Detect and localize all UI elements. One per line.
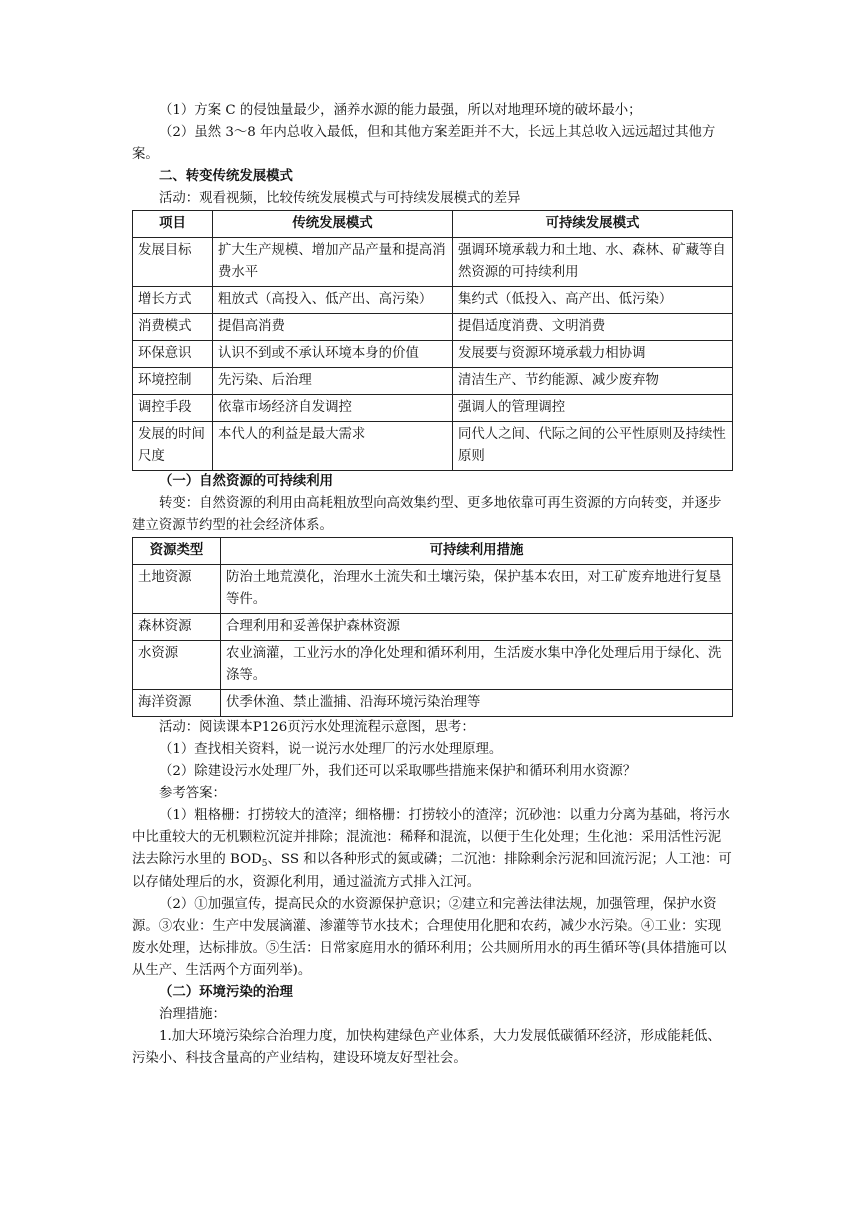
answer-label: 参考答案： bbox=[159, 786, 226, 801]
table-header-cell: 资源类型 bbox=[133, 538, 221, 565]
table-cell: 伏季休渔、禁止滥捕、沿海环境污染治理等 bbox=[221, 690, 733, 717]
subsection-title-2: （二）环境污染的治理 bbox=[159, 985, 293, 1000]
resource-table bbox=[132, 537, 733, 717]
table-cell: 提倡高消费 bbox=[213, 314, 453, 341]
table-cell: 强调环境承载力和土地、水、森林、矿藏等自然资源的可持续利用 bbox=[453, 238, 733, 287]
table-header-cell: 传统发展模式 bbox=[213, 211, 453, 238]
table-row bbox=[133, 614, 733, 641]
table-cell: 发展的时间尺度 bbox=[133, 422, 213, 471]
table-cell: 森林资源 bbox=[133, 614, 221, 641]
table-row bbox=[133, 238, 733, 287]
intro-paragraph-2: （2）虽然 3～8 年内总收入最低，但和其他方案差距并不大，长远上其总收入远远超过其他方案。 bbox=[132, 125, 716, 162]
table-cell: 合理利用和妥善保护森林资源 bbox=[221, 614, 733, 641]
answer-1-part-1: （1）粗格栅：打捞较大的渣滓；细格栅：打捞较小的渣滓；沉砂池：以重力分离为基础，将污水中比重较大的无机颗粒沉淀并排除；混流池：稀释和混流，以便于生化处理；生化池：采用活性污泥法去除污水里的 BOD bbox=[132, 808, 730, 867]
table-row bbox=[133, 368, 733, 395]
table-header-cell: 项目 bbox=[133, 211, 213, 238]
table-cell: 土地资源 bbox=[133, 565, 221, 614]
table-cell: 海洋资源 bbox=[133, 690, 221, 717]
table-header-cell: 可持续发展模式 bbox=[453, 211, 733, 238]
measure-1: 1.加大环境污染综合治理力度，加快构建绿色产业体系，大力发展低碳循环经济，形成能耗低、污染小、科技含量高的产业结构，建设环境友好型社会。 bbox=[132, 1029, 721, 1066]
table-row bbox=[133, 341, 733, 368]
answer-1 bbox=[132, 805, 732, 894]
transformation-text: 转变：自然资源的利用由高耗粗放型向高效集约型、更多地依靠可再生资源的方向转变，并逐步建立资源节约型的社会经济体系。 bbox=[132, 496, 722, 533]
bod-subscript: 5 bbox=[261, 859, 268, 869]
document-page bbox=[132, 100, 732, 1070]
table-cell: 发展要与资源环境承载力相协调 bbox=[453, 341, 733, 368]
table-cell: 环境控制 bbox=[133, 368, 213, 395]
table-cell: 环保意识 bbox=[133, 341, 213, 368]
table-cell: 防治土地荒漠化，治理水土流失和土壤污染，保护基本农田，对工矿废弃地进行复垦等件。 bbox=[221, 565, 733, 614]
table-cell: 先污染、后治理 bbox=[213, 368, 453, 395]
table-row bbox=[133, 690, 733, 717]
table-cell: 水资源 bbox=[133, 641, 221, 690]
table-cell: 集约式（低投入、高产出、低污染） bbox=[453, 287, 733, 314]
table-cell: 本代人的利益是最大需求 bbox=[213, 422, 453, 471]
answer-2: （2）①加强宣传，提高民众的水资源保护意识；②建立和完善法律法规，加强管理，保护水资源。③农业：生产中发展滴灌、渗灌等节水技术；合理使用化肥和农药，减少水污染。④工业：实现废水处理，达标排放。⑤生活：日常家庭用水的循环利用；公共厕所用水的再生循环等(具体措施可以从生产、生活两个方面列举)。 bbox=[132, 897, 727, 978]
table-row bbox=[133, 395, 733, 422]
table-cell: 调控手段 bbox=[133, 395, 213, 422]
table-header-cell: 可持续利用措施 bbox=[221, 538, 733, 565]
table-cell: 增长方式 bbox=[133, 287, 213, 314]
subsection-title: （一）自然资源的可持续利用 bbox=[159, 474, 334, 489]
question-1: （1）查找相关资料，说一说污水处理厂的污水处理原理。 bbox=[159, 742, 503, 757]
measures-label: 治理措施： bbox=[159, 1007, 226, 1022]
table-cell: 强调人的管理调控 bbox=[453, 395, 733, 422]
table-cell: 依靠市场经济自发调控 bbox=[213, 395, 453, 422]
table-row bbox=[133, 641, 733, 690]
answer-1-part-2: 、SS 和以各种形式的氮或磷；二沉池：排除剩余污泥和回流污泥；人工池：可以存储处理后的水，资源化利用，通过溢流方式排入江河。 bbox=[132, 852, 732, 890]
table-cell: 发展目标 bbox=[133, 238, 213, 287]
table-cell: 农业滴灌，工业污水的净化处理和循环利用，生活废水集中净化处理后用于绿化、洗涤等。 bbox=[221, 641, 733, 690]
table-row bbox=[133, 287, 733, 314]
activity-intro: 活动：阅读课本P126页污水处理流程示意图，思考： bbox=[159, 720, 475, 735]
table-header-row bbox=[133, 211, 733, 238]
table-header-row bbox=[133, 538, 733, 565]
table-cell: 扩大生产规模、增加产品产量和提高消费水平 bbox=[213, 238, 453, 287]
table-row bbox=[133, 565, 733, 614]
question-2: （2）除建设污水处理厂外，我们还可以采取哪些措施来保护和循环利用水资源？ bbox=[159, 764, 637, 779]
comparison-table bbox=[132, 210, 733, 471]
table-cell: 认识不到或不承认环境本身的价值 bbox=[213, 341, 453, 368]
table-cell: 同代人之间、代际之间的公平性原则及持续性原则 bbox=[453, 422, 733, 471]
table-cell: 消费模式 bbox=[133, 314, 213, 341]
table-cell: 粗放式（高投入、低产出、高污染） bbox=[213, 287, 453, 314]
table-cell: 清洁生产、节约能源、减少废弃物 bbox=[453, 368, 733, 395]
intro-paragraph-1: （1）方案 C 的侵蚀量最少，涵养水源的能力最强，所以对地理环境的破坏最小； bbox=[159, 103, 642, 118]
activity-text: 活动：观看视频，比较传统发展模式与可持续发展模式的差异 bbox=[159, 191, 521, 206]
section-title: 二、转变传统发展模式 bbox=[159, 169, 293, 184]
table-cell: 提倡适度消费、文明消费 bbox=[453, 314, 733, 341]
table-row bbox=[133, 314, 733, 341]
table-row bbox=[133, 422, 733, 471]
